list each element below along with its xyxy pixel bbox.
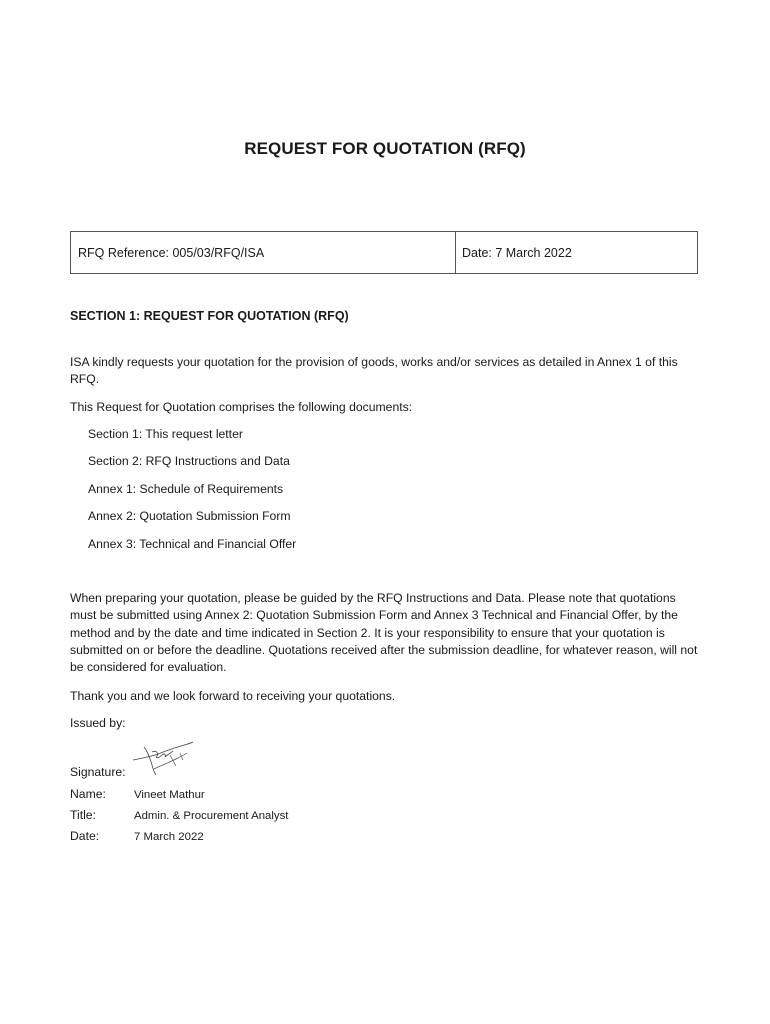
title-row [70, 808, 288, 822]
thanks-paragraph: Thank you and we look forward to receiving your quotations. [70, 689, 396, 703]
date-label: Date: [70, 829, 100, 843]
preparing-paragraph: When preparing your quotation, please be guided by the RFQ Instructions and Data. Please note that quotations must be submitted using Annex 2: Quotation Submission Form and Annex 3 Technical and Financial Offer, by the method and by the date and time indicated in Section 2. It is your responsibility to ensure that your quotation is submitted on or before the deadline. Quotations received after the submission deadline, for whatever reason, will not be considered for evaluation. [70, 591, 698, 675]
name-value: Vineet Mathur [134, 789, 205, 801]
intro-paragraph: ISA kindly requests your quotation for the provision of goods, works and/or services as detailed in Annex 1 of this RFQ. [70, 355, 678, 387]
rfq-reference-cell: RFQ Reference: 005/03/RFQ/ISA [71, 232, 456, 273]
issued-by-label: Issued by: [70, 716, 126, 730]
document-list [88, 426, 296, 563]
title-value: Admin. & Procurement Analyst [134, 810, 289, 822]
document-list-item: Annex 1: Schedule of Requirements [88, 481, 284, 496]
date-value: 7 March 2022 [134, 831, 204, 843]
handwritten-signature-icon [130, 738, 196, 780]
title-label: Title: [70, 808, 96, 822]
signature-label: Signature: [70, 765, 126, 779]
document-list-item: Section 1: This request letter [88, 427, 243, 441]
name-label: Name: [70, 787, 106, 801]
section-heading: SECTION 1: REQUEST FOR QUOTATION (RFQ) [70, 309, 349, 323]
comprises-paragraph: This Request for Quotation comprises the following documents: [70, 400, 413, 414]
name-row [70, 787, 205, 801]
date-row [70, 829, 204, 843]
document-list-item: Annex 2: Quotation Submission Form [88, 509, 291, 524]
document-title: REQUEST FOR QUOTATION (RFQ) [244, 139, 526, 158]
reference-table [70, 231, 698, 274]
document-list-item: Section 2: RFQ Instructions and Data [88, 454, 290, 469]
document-list-item: Annex 3: Technical and Financial Offer [88, 536, 297, 551]
date-cell: Date: 7 March 2022 [462, 245, 572, 260]
